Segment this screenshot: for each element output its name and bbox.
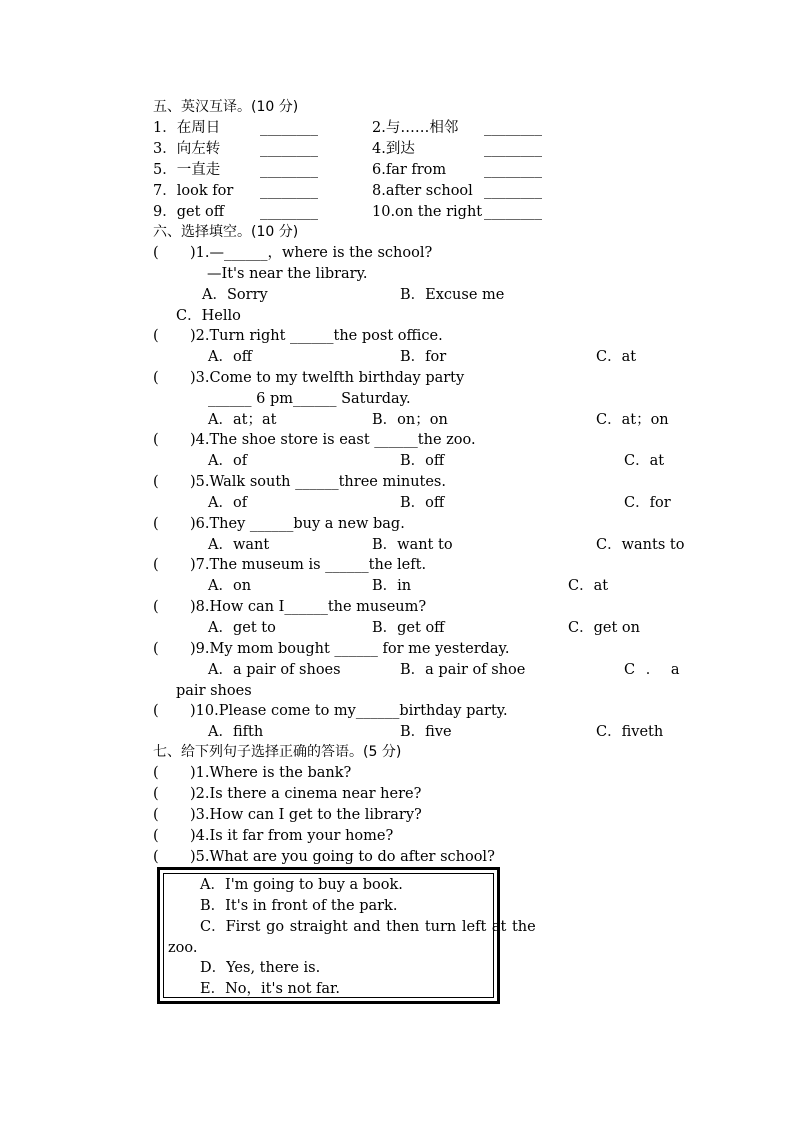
s7-option-c-continued: zoo.	[168, 940, 198, 956]
option-a: A．on	[208, 578, 252, 594]
option-a: A．get to	[208, 620, 276, 636]
s5-blank: ________	[484, 141, 542, 157]
option-b: B．want to	[372, 537, 453, 553]
option-a: A．fifth	[208, 724, 264, 740]
answer-paren: (	[153, 370, 159, 386]
option-b: B．a pair of shoe	[400, 662, 526, 678]
option-c: C．at	[624, 453, 665, 469]
section5-title: 五、英汉互译。(10 分)	[153, 99, 299, 115]
s7-option-b: B．It's in front of the park.	[200, 898, 398, 914]
option-c: C．for	[624, 495, 671, 511]
option-c: C．at	[596, 349, 637, 365]
s5-item-8: 8.after school	[372, 183, 473, 199]
question-text: )2.Turn right ______the post office.	[190, 328, 443, 344]
answer-paren: (	[153, 557, 159, 573]
s5-blank: ________	[484, 162, 542, 178]
s5-blank: ________	[260, 162, 318, 178]
option-b: B．on；on	[372, 412, 448, 428]
answer-paren: (	[153, 849, 159, 865]
answer-paren: (	[153, 328, 159, 344]
s5-item-10: 10.on the right	[372, 204, 483, 220]
s5-blank: ________	[484, 204, 542, 220]
option-a: A．a pair of shoes	[208, 662, 341, 678]
s5-item-7: 7．look for	[153, 183, 234, 199]
option-c: C．at	[568, 578, 609, 594]
option-a: A．want	[208, 537, 270, 553]
s7-question: )1.Where is the bank?	[190, 765, 352, 781]
answer-paren: (	[153, 703, 159, 719]
option-b: B．off	[400, 495, 445, 511]
s5-item-3: 3．向左转	[153, 141, 221, 157]
question-text: )10.Please come to my______birthday party.	[190, 703, 508, 719]
answer-paren: (	[153, 474, 159, 490]
question-text: )9.My mom bought ______ for me yesterday.	[190, 641, 510, 657]
answer-paren: (	[153, 786, 159, 802]
question-text: )3.Come to my twelfth birthday party	[190, 370, 465, 386]
s5-item-2: 2.与……相邻	[372, 120, 459, 136]
s7-question: )4.Is it far from your home?	[190, 828, 394, 844]
question-text: )5.Walk south ______three minutes.	[190, 474, 446, 490]
s7-question: )5.What are you going to do after school?	[190, 849, 495, 865]
s5-item-1: 1．在周日	[153, 120, 221, 136]
question-text: )4.The shoe store is east ______the zoo.	[190, 432, 476, 448]
s5-blank: ________	[260, 141, 318, 157]
answer-paren: (	[153, 828, 159, 844]
answer-paren: (	[153, 765, 159, 781]
s5-blank: ________	[260, 204, 318, 220]
option-c: C．Hello	[176, 308, 241, 324]
question-text: )7.The museum is ______the left.	[190, 557, 427, 573]
option-c: C．at；on	[596, 412, 669, 428]
option-b: B．off	[400, 453, 445, 469]
s7-option-d: D．Yes, there is.	[200, 960, 321, 976]
s5-blank: ________	[484, 120, 542, 136]
answer-paren: (	[153, 245, 159, 261]
option-a: A．of	[208, 453, 248, 469]
s7-question: )3.How can I get to the library?	[190, 807, 422, 823]
option-c: C．fiveth	[596, 724, 664, 740]
option-c-continued: pair shoes	[176, 683, 252, 699]
s7-option-a: A．I'm going to buy a book.	[200, 877, 403, 893]
question-text: )8.How can I______the museum?	[190, 599, 427, 615]
s5-item-4: 4.到达	[372, 141, 415, 157]
s7-question: )2.Is there a cinema near here?	[190, 786, 422, 802]
option-b: B．five	[400, 724, 452, 740]
option-c: C．wants to	[596, 537, 685, 553]
option-b: B．for	[400, 349, 447, 365]
option-a: A．Sorry	[202, 287, 268, 303]
option-b: B．in	[372, 578, 412, 594]
s5-blank: ________	[260, 183, 318, 199]
s7-option-e: E．No，it's not far.	[200, 981, 340, 997]
section6-title: 六、选择填空。(10 分)	[153, 224, 299, 240]
option-a: A．off	[208, 349, 253, 365]
s7-option-c: C．First go straight and then turn left at the	[200, 919, 536, 935]
s5-blank: ________	[484, 183, 542, 199]
answer-paren: (	[153, 516, 159, 532]
question-text-line2: —It's near the library.	[207, 266, 368, 282]
section7-title: 七、给下列句子选择正确的答语。(5 分)	[153, 744, 402, 760]
s5-item-9: 9．get off	[153, 204, 225, 220]
option-c: C ． a	[624, 662, 680, 678]
option-b: B．get off	[372, 620, 445, 636]
s5-item-5: 5．一直走	[153, 162, 221, 178]
s5-blank: ________	[260, 120, 318, 136]
option-c: C．get on	[568, 620, 640, 636]
question-text-line2: ______ 6 pm______ Saturday.	[208, 391, 411, 407]
s5-item-6: 6.far from	[372, 162, 447, 178]
option-a: A．at；at	[208, 412, 277, 428]
answer-paren: (	[153, 807, 159, 823]
question-text: )6.They ______buy a new bag.	[190, 516, 405, 532]
question-text: )1.—______，where is the school?	[190, 245, 433, 261]
answer-paren: (	[153, 432, 159, 448]
option-b: B．Excuse me	[400, 287, 505, 303]
option-a: A．of	[208, 495, 248, 511]
answer-paren: (	[153, 641, 159, 657]
answer-paren: (	[153, 599, 159, 615]
